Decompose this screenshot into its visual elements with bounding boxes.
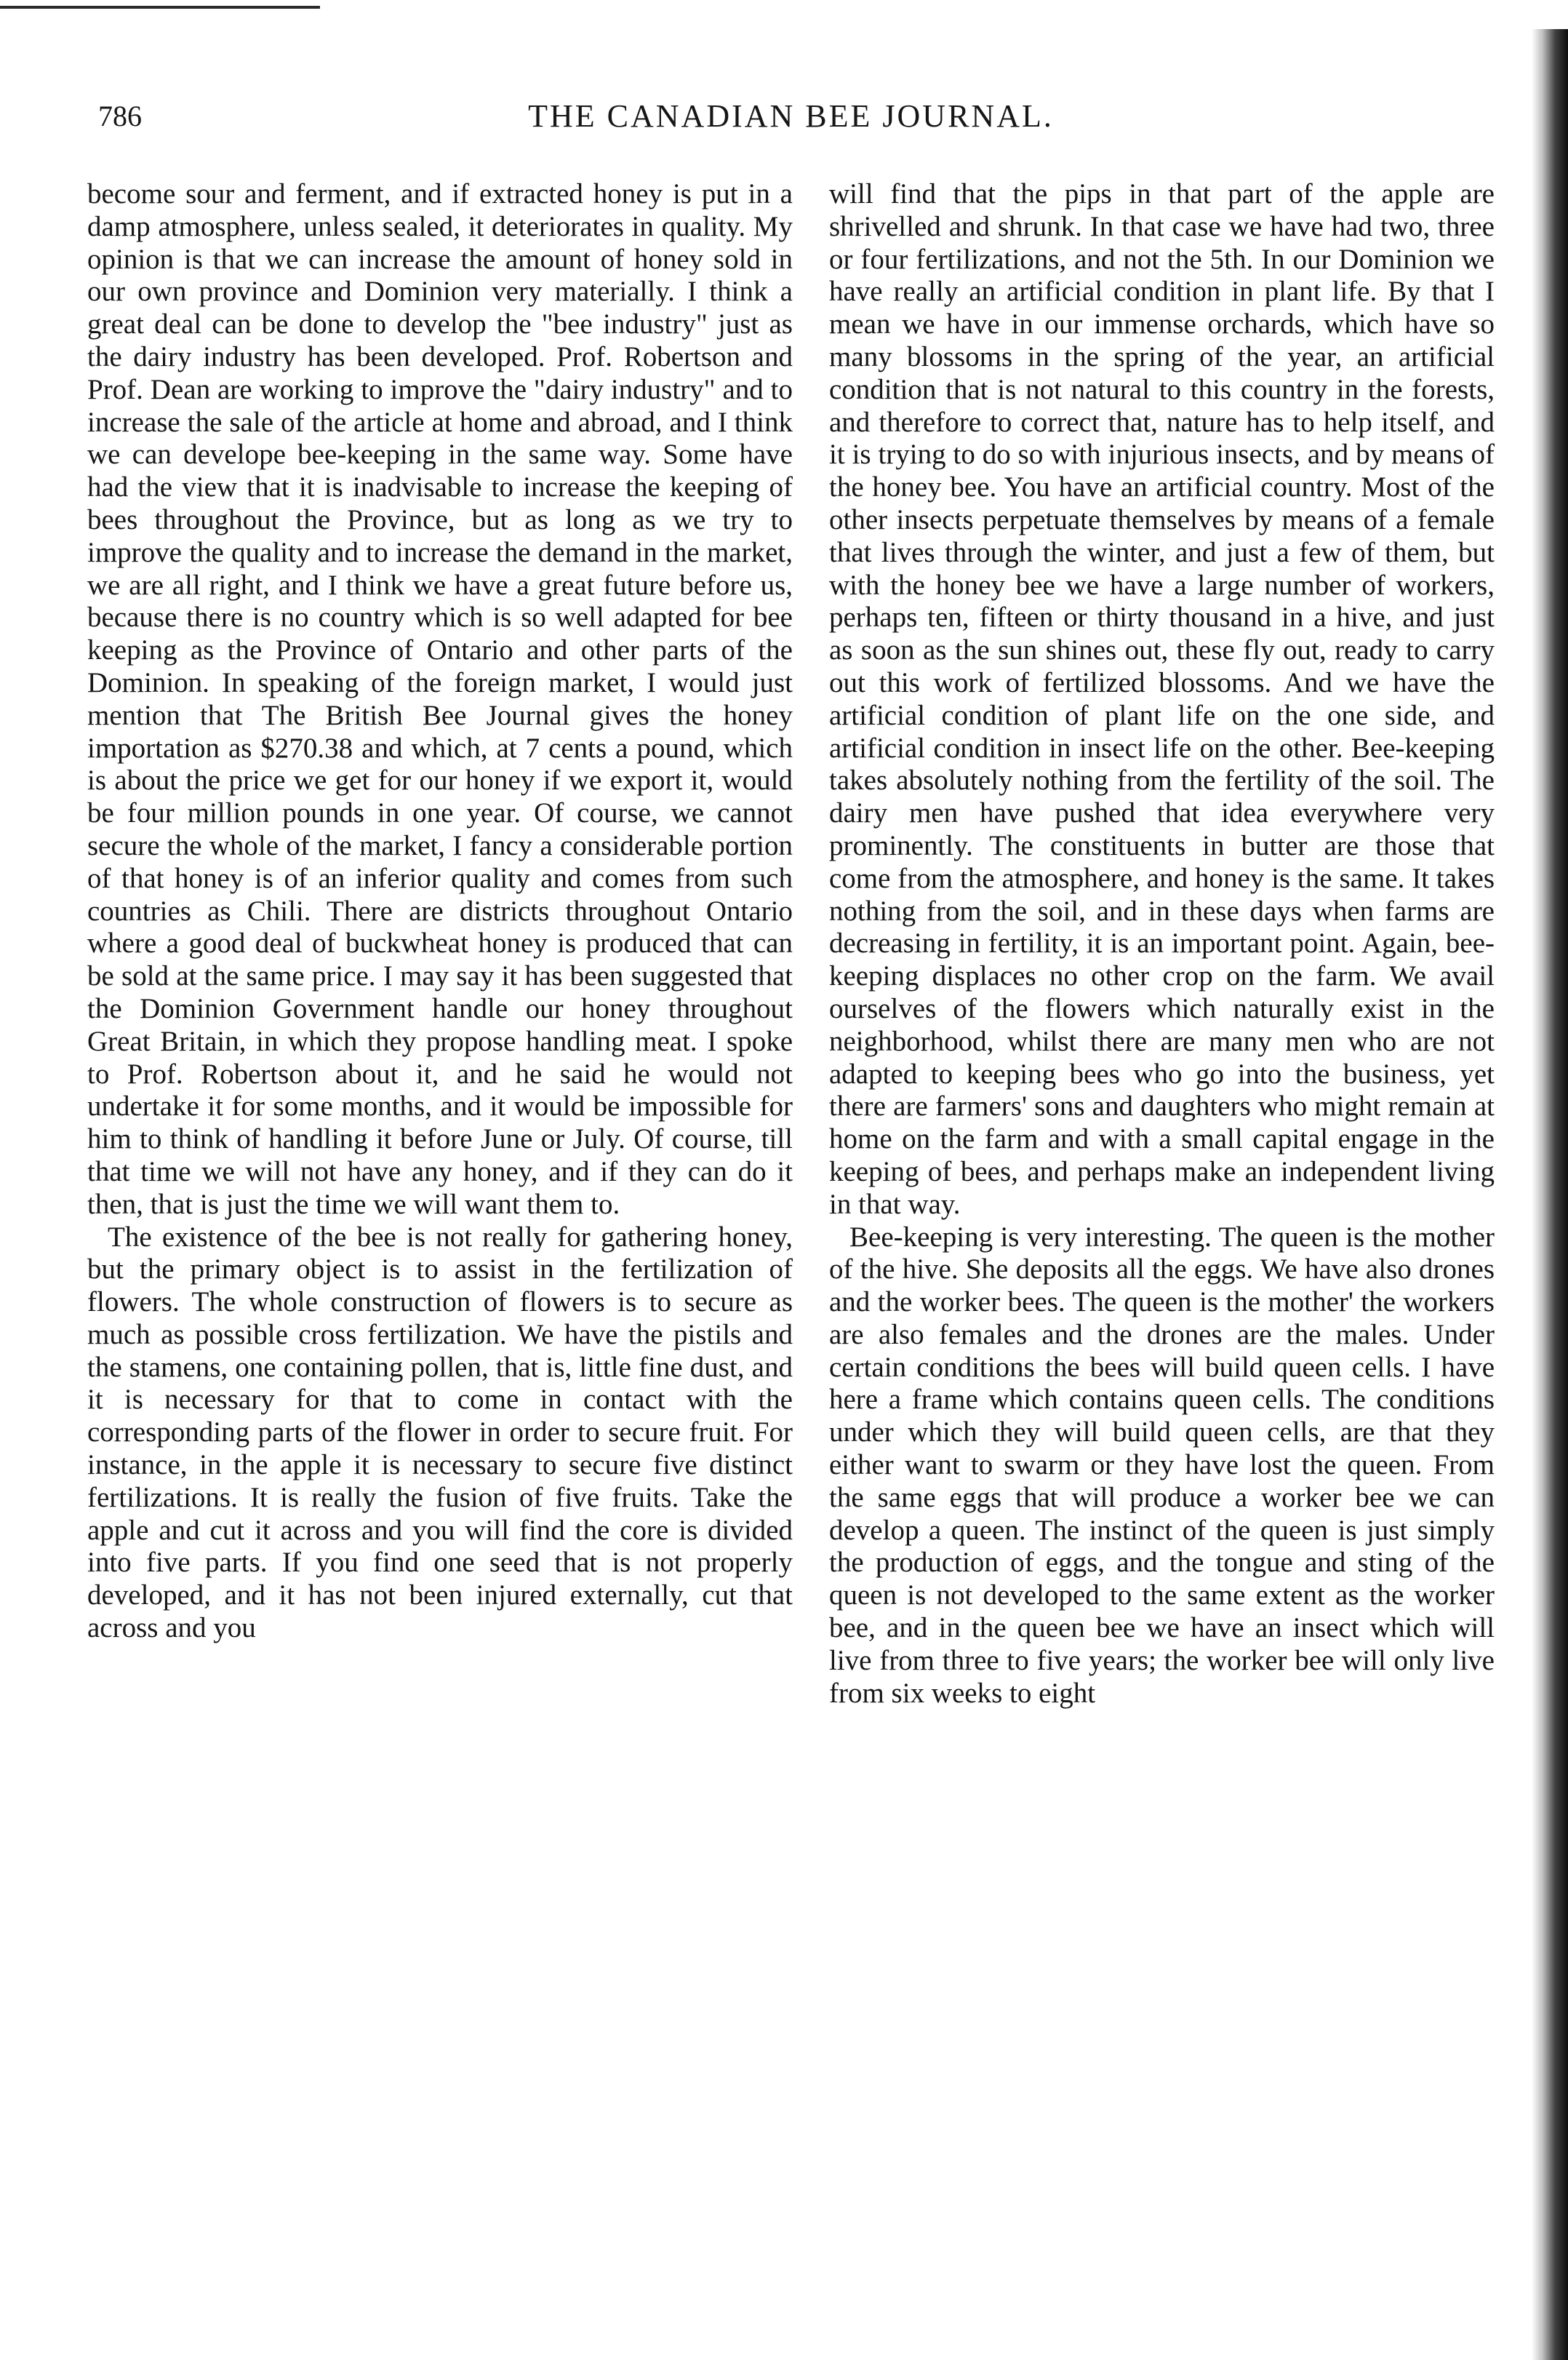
binding-shadow <box>1532 29 1568 2360</box>
left-paragraph-1: become sour and ferment, and if extracted honey is put in a damp atmosphere, unless sealed, it deteriorates in quality. My opinion is that we can increase the amount of honey sold in our own province and Dominion very materially. I think a great deal can be done to develop the "bee industry" just as the dairy industry has been developed. Prof. Robertson and Prof. Dean are working to improve the "dairy industry" and to increase the sale of the article at home and abroad, and I think we can develope bee-keeping in the same way. Some have had the view that it is inadvisable to increase the keeping of bees throughout the Province, but as long as we try to improve the quality and to increase the demand in the market, we are all right, and I think we have a great future before us, because there is no country which is so well adapted for bee keeping as the Province of Ontario and other parts of the Dominion. In speaking of the foreign market, I would just mention that The British Bee Journal gives the honey importation as $270.38 and which, at 7 cents a pound, which is about the price we get for our honey if we export it, would be four million pounds in one year. Of course, we cannot secure the whole of the market, I fancy a considerable portion of that honey is of an inferior quality and comes from such countries as Chili. There are districts throughout Ontario where a good deal of buckwheat honey is produced that can be sold at the same price. I may say it has been suggested that the Dominion Government handle our honey throughout Great Britain, in which they propose handling meat. I spoke to Prof. Robertson about it, and he said he would not undertake it for some months, and it would be impossible for him to think of handling it before June or July. Of course, till that time we will not have any honey, and if they can do it then, that is just the time we will want them to. <box>87 178 793 1220</box>
right-column <box>829 178 1495 1710</box>
top-rule <box>0 6 320 9</box>
journal-title: THE CANADIAN BEE JOURNAL. <box>528 98 1054 134</box>
right-paragraph-2: Bee-keeping is very interesting. The queen is the mother of the hive. She deposits all the eggs. We have also drones and the worker bees. The queen is the mother' the workers are also females and the drones are the males. Under certain conditions the bees will build queen cells. I have here a frame which contains queen cells. The conditions under which they will build queen cells, are that they either want to swarm or they have lost the queen. From the same eggs that will produce a worker bee we can develop a queen. The instinct of the queen is just simply the production of eggs, and the tongue and sting of the queen is not developed to the same extent as the worker bee, and in the queen bee we have an insect which will live from three to five years; the worker bee will only live from six weeks to eight <box>829 1221 1495 1709</box>
page-number: 786 <box>98 100 142 132</box>
page-header <box>98 95 1484 138</box>
right-paragraph-1: will find that the pips in that part of the apple are shrivelled and shrunk. In that case we have had two, three or four fertilizations, and not the 5th. In our Dominion we have really an artificial condition in plant life. By that I mean we have in our immense orchards, which have so many blossoms in the spring of the year, an artificial condition that is not natural to this country in the forests, and therefore to correct that, nature has to help itself, and it is trying to do so with injurious insects, and by means of the honey bee. You have an artificial country. Most of the other insects perpetuate themselves by means of a female that lives through the winter, and just a few of them, but with the honey bee we have a large number of workers, perhaps ten, fifteen or thirty thousand in a hive, and just as soon as the sun shines out, these fly out, ready to carry out this work of fertilized blossoms. And we have the artificial condition of plant life on the one side, and artificial condition in insect life on the other. Bee-keeping takes absolutely nothing from the fertility of the soil. The dairy men have pushed that idea everywhere very prominently. The constituents in butter are those that come from the atmosphere, and honey is the same. It takes nothing from the soil, and in these days when farms are decreasing in fertility, it is an important point. Again, bee-keeping displaces no other crop on the farm. We avail ourselves of the flowers which naturally exist in the neighborhood, whilst there are many men who are not adapted to keeping bees who go into the business, yet there are farmers' sons and daughters who might remain at home on the farm and with a small capital engage in the keeping of bees, and perhaps make an independent living in that way. <box>829 178 1495 1220</box>
left-paragraph-2: The existence of the bee is not really for gathering honey, but the primary object is to assist in the fertilization of flowers. The whole construction of flowers is to secure as much as possible cross fertilization. We have the pistils and the stamens, one containing pollen, that is, little fine dust, and it is necessary for that to come in contact with the corresponding parts of the flower in order to secure fruit. For instance, in the apple it is necessary to secure five distinct fertilizations. It is really the fusion of five fruits. Take the apple and cut it across and you will find the core is divided into five parts. If you find one seed that is not properly developed, and it has not been injured externally, cut that across and you <box>87 1221 793 1644</box>
left-column <box>87 178 793 1645</box>
